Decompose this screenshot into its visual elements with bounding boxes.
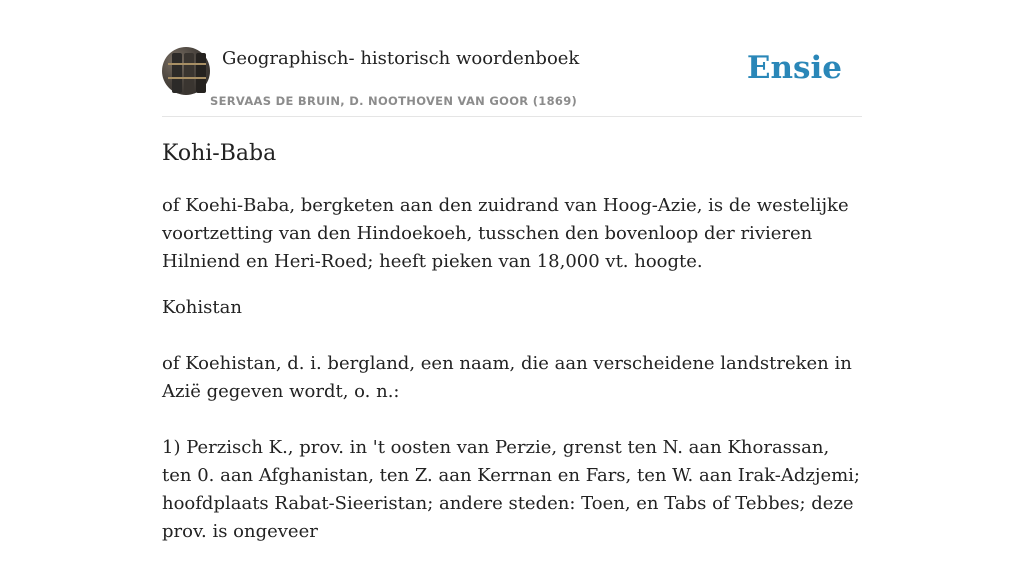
book-title-link[interactable]: Geographisch- historisch woordenboek	[222, 48, 580, 69]
entry-definition: of Koehi-Baba, bergketen aan den zuidrand van Hoog-Azie, is de westelijke voortzetting van den Hindoekoeh, tusschen den bovenloop der rivieren Hilniend en Heri-Roed; heeft pieken van 18,000 vt. hoogte.	[162, 195, 849, 272]
book-cover-thumbnail[interactable]	[162, 47, 210, 95]
book-authors: SERVAAS DE BRUIN, D. NOOTHOVEN VAN GOOR (1869)	[210, 94, 578, 108]
spine-band	[168, 63, 206, 65]
entry-content	[162, 138, 862, 564]
spine-band	[168, 77, 206, 79]
list-item: 1) Perzisch K., prov. in 't oosten van Perzie, grenst ten N. aan Khorassan, ten 0. aan Afghanistan, ten Z. aan Kerrnan en Fars, ten W. aan Irak-Adzjemi; hoofdplaats Rabat-Sieeristan; andere steden: Toen, en Tabs of Tebbes; deze prov. is ongeveer	[162, 437, 861, 542]
sub-term-definition: of Koehistan, d. i. bergland, een naam, die aan verscheidene landstreken in Azië gegeven wordt, o. n.:	[162, 353, 852, 402]
sub-term-heading: Kohistan	[162, 297, 242, 318]
ensie-logo-link[interactable]: Ensie	[746, 50, 842, 86]
book-spine-icon	[172, 53, 182, 93]
book-spine-icon	[184, 53, 194, 93]
book-spine-icon	[196, 53, 206, 93]
entry-title: Kohi-Baba	[162, 141, 277, 166]
book-header	[162, 44, 862, 117]
